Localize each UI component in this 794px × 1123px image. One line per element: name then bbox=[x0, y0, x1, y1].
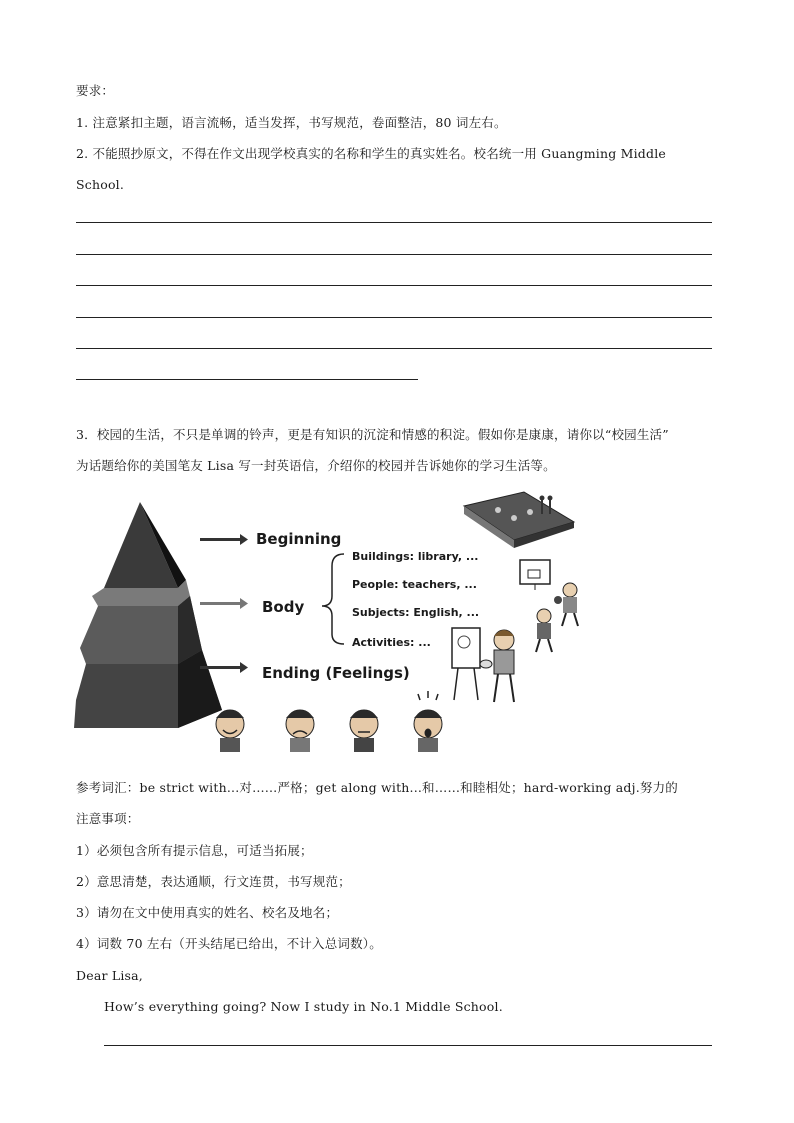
stage-label-body: Body bbox=[262, 598, 305, 616]
arrow-icon bbox=[200, 534, 248, 545]
answer-line[interactable] bbox=[76, 348, 712, 349]
stage-label-ending: Ending (Feelings) bbox=[262, 664, 410, 682]
answer-line[interactable] bbox=[76, 254, 712, 255]
body-item-people: People: teachers, ... bbox=[352, 578, 477, 591]
happy-face-icon bbox=[216, 710, 244, 752]
arrow-icon bbox=[200, 598, 248, 609]
surprised-face-icon bbox=[414, 691, 442, 752]
body-item-buildings: Buildings: library, ... bbox=[352, 550, 479, 563]
question-3-prompt-continued: 为话题给你的美国笔友 Lisa 写一封英语信，介绍你的校园并告诉她你的学习生活等。 bbox=[76, 458, 556, 473]
question-3-prompt: 3．校园的生活，不只是单调的铃声，更是有知识的沉淀和情感的积淀。假如你是康康，请你以“校园生活” bbox=[76, 427, 669, 442]
notes-heading: 注意事项： bbox=[76, 811, 140, 826]
body-item-activities: Activities: ... bbox=[352, 636, 431, 649]
requirement-item-2: 2. 不能照抄原文，不得在作文出现学校真实的名称和学生的真实姓名。校名统一用 Guangming Middle bbox=[76, 146, 666, 161]
painting-child-illustration bbox=[452, 628, 514, 702]
pyramid-illustration bbox=[74, 502, 222, 728]
letter-opening-sentence: How’s everything going? Now I study in No.1 Middle School. bbox=[104, 999, 503, 1014]
requirement-item-1: 1. 注意紧扣主题，语言流畅，适当发挥，书写规范，卷面整洁，80 词左右。 bbox=[76, 115, 507, 130]
note-item-1: 1）必须包含所有提示信息，可适当拓展； bbox=[76, 843, 313, 858]
answer-line-short[interactable] bbox=[76, 379, 418, 380]
calm-face-icon bbox=[350, 710, 378, 752]
body-item-subjects: Subjects: English, ... bbox=[352, 606, 480, 619]
answer-line[interactable] bbox=[76, 317, 712, 318]
note-item-3: 3）请勿在文中使用真实的姓名、校名及地名； bbox=[76, 905, 339, 920]
note-item-4: 4）词数 70 左右（开头结尾已给出，不计入总词数）。 bbox=[76, 936, 382, 951]
requirement-item-2-continued: School. bbox=[76, 177, 125, 192]
letter-salutation: Dear Lisa, bbox=[76, 968, 143, 983]
basketball-kids-illustration bbox=[520, 560, 578, 652]
requirements-heading: 要求： bbox=[76, 83, 115, 98]
stage-label-beginning: Beginning bbox=[256, 530, 342, 548]
writing-outline-figure bbox=[74, 488, 594, 770]
answer-line[interactable] bbox=[76, 222, 712, 223]
answer-line[interactable] bbox=[76, 285, 712, 286]
letter-answer-line[interactable] bbox=[104, 1045, 712, 1046]
brace-icon bbox=[322, 554, 344, 644]
sad-face-icon bbox=[286, 710, 314, 752]
note-item-2: 2）意思清楚，表达通顺，行文连贯，书写规范； bbox=[76, 874, 351, 889]
sports-field-illustration bbox=[464, 492, 574, 548]
reference-vocabulary: 参考词汇：be strict with...对……严格；get along with...和……和睦相处；hard-working adj.努力的 bbox=[76, 780, 678, 795]
